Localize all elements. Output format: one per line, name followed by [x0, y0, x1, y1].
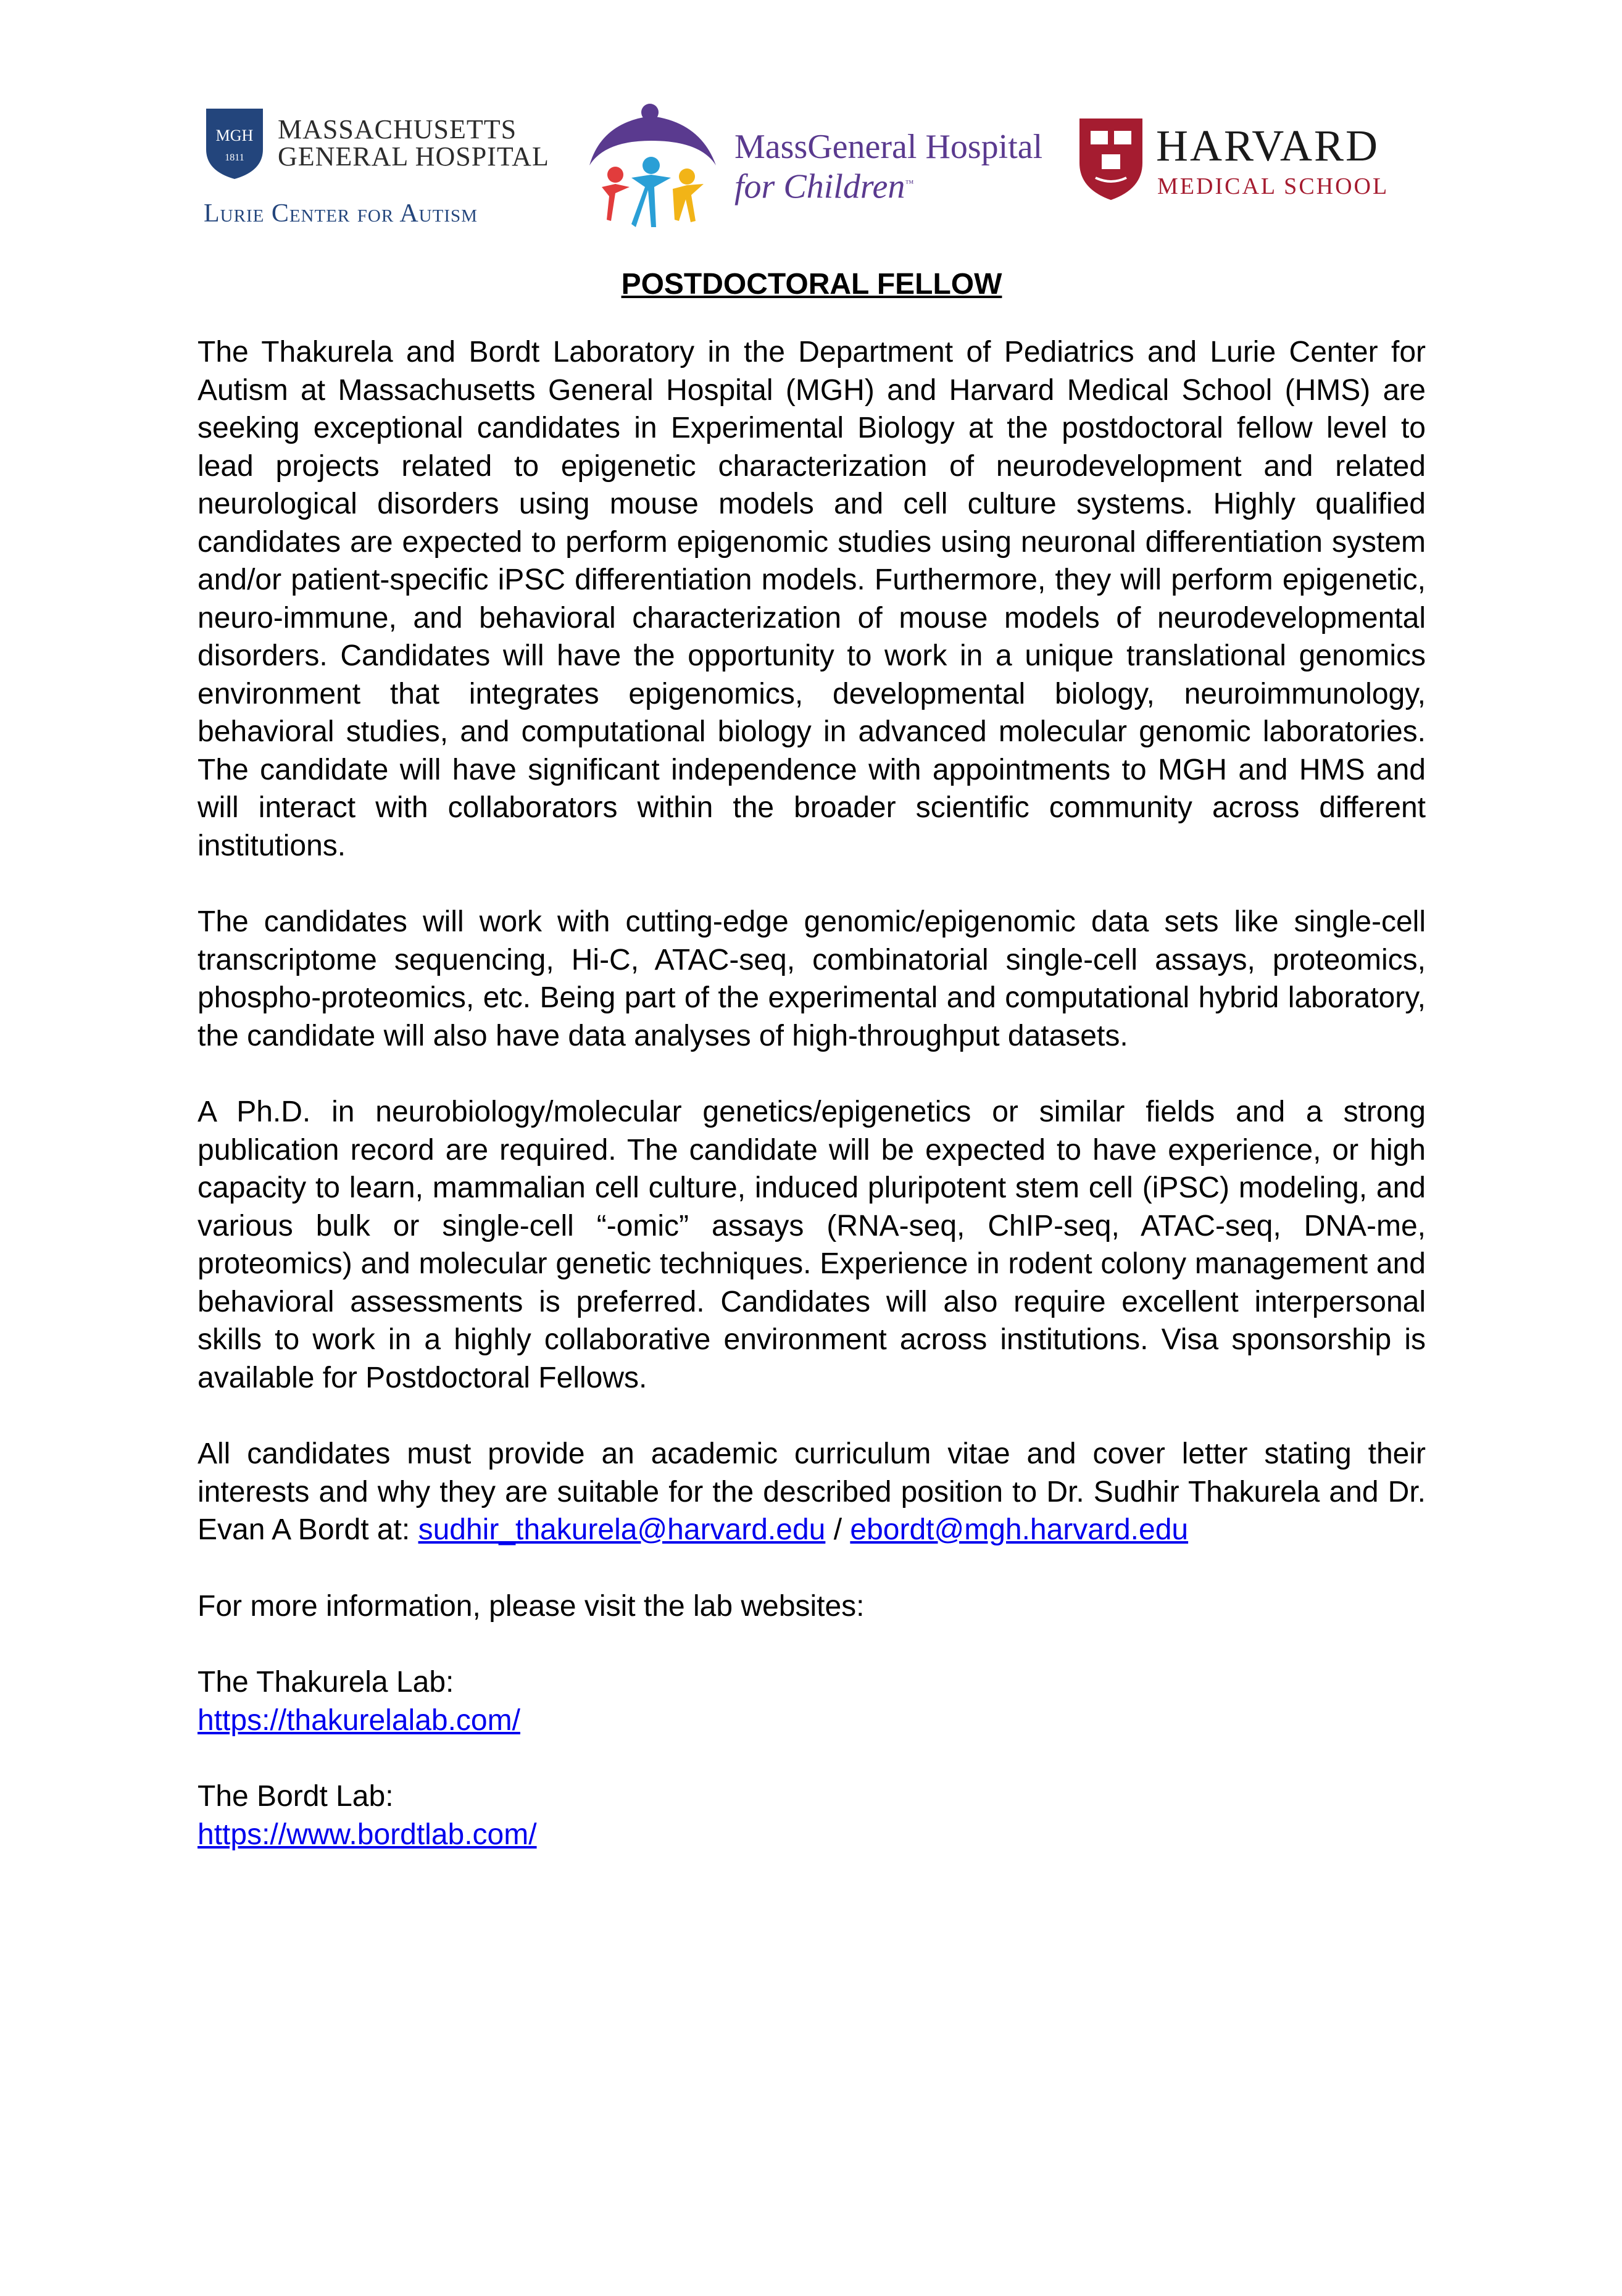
contact-paragraph: All candidates must provide an academic curriculum vitae and cover letter stating their interests and why they are suitable for the described position to Dr. Sudhir Thakurela and Dr. Evan A Bordt at: sudhir_thakurela@harvard.edu / ebordt@mgh.harvard.edu: [198, 1437, 1426, 1546]
thakurela-lab-row: [198, 1702, 1426, 1740]
harvard-shield-icon: [1077, 116, 1145, 202]
harvard-medical-logo: [1077, 116, 1398, 221]
svg-text:1811: 1811: [225, 152, 244, 163]
mgfc-wordmark: MassGeneral Hospital for Children™: [734, 128, 1043, 206]
thakurela-lab-label: The Thakurela Lab:: [198, 1666, 454, 1699]
medical-school-label: MEDICAL SCHOOL: [1157, 173, 1389, 199]
bordt-lab-row: [198, 1816, 1426, 1854]
lurie-center-label: Lurie Center for Autism: [204, 199, 478, 228]
mgh-wordmark: MASSACHUSETTS GENERAL HOSPITAL: [278, 114, 549, 172]
email-link-bordt[interactable]: ebordt@mgh.harvard.edu: [850, 1513, 1189, 1546]
logo-row: [0, 93, 1622, 235]
thakurela-lab-link[interactable]: https://thakurelalab.com/: [198, 1703, 520, 1737]
document-body: [198, 265, 1426, 1892]
svg-text:MGH: MGH: [215, 127, 254, 144]
mgh-shield-icon: [204, 106, 265, 180]
more-info-text: For more information, please visit the lab websites:: [198, 1589, 865, 1623]
bordt-lab-label: The Bordt Lab:: [198, 1780, 394, 1813]
children-figures-icon: [577, 98, 725, 233]
massgeneral-children-logo: [577, 98, 1046, 233]
datasets-paragraph: The candidates will work with cutting-edge genomic/epigenomic data sets like single-cell transcriptome sequencing, Hi-C, ATAC-seq, combinatorial single-cell assays, proteomics, phospho-proteomics, etc. Being part of the experimental and computational hybrid laboratory, the candidate will also have data analyses of high-throughput datasets.: [198, 905, 1426, 1052]
page-title: POSTDOCTORAL FELLOW: [621, 268, 1002, 301]
requirements-paragraph: A Ph.D. in neurobiology/molecular genetics/epigenetics or similar fields and a strong publication record are required. The candidate will be expected to have experience, or high capacity to learn, mammalian cell culture, induced pluripotent stem cell (iPSC) modeling, and various bulk or single-cell “-omic” assays (RNA-seq, ChIP-seq, ATAC-seq, DNA-me, proteomics) and molecular genetic techniques. Experience in rodent colony management and behavioral assessments is preferred. Candidates will also require excellent interpersonal skills to work in a highly collaborative environment across institutions. Visa sponsorship is available for Postdoctoral Fellows.: [198, 1096, 1426, 1394]
bordt-lab-link[interactable]: https://www.bordtlab.com/: [198, 1818, 537, 1851]
mgh-lurie-logo: [204, 106, 555, 230]
harvard-wordmark: HARVARD: [1156, 121, 1379, 170]
intro-paragraph: The Thakurela and Bordt Laboratory in the Department of Pediatrics and Lurie Center for Autism at Massachusetts General Hospital (MGH) and Harvard Medical School (HMS) are seeking exceptional candidates in Experimental Biology at the postdoctoral fellow level to lead projects related to epigenetic characterization of neurodevelopment and related neurological disorders using mouse models and cell culture systems. Highly qualified candidates are expected to perform epigenomic studies using neuronal differentiation system and/or patient-specific iPSC differentiation models. Furthermore, they will perform epigenetic, neuro-immune, and behavioral characterization of mouse models of neurodevelopmental disorders. Candidates will have the opportunity to work in a unique translational genomics environment that integrates epigenomics, developmental biology, neuroimmunology, behavioral studies, and computational biology in advanced molecular genomic laboratories. The candidate will have significant independence with appointments to MGH and HMS and will interact with collaborators within the broader scientific community across different institutions.: [198, 336, 1426, 862]
email-link-thakurela[interactable]: sudhir_thakurela@harvard.edu: [418, 1513, 826, 1546]
